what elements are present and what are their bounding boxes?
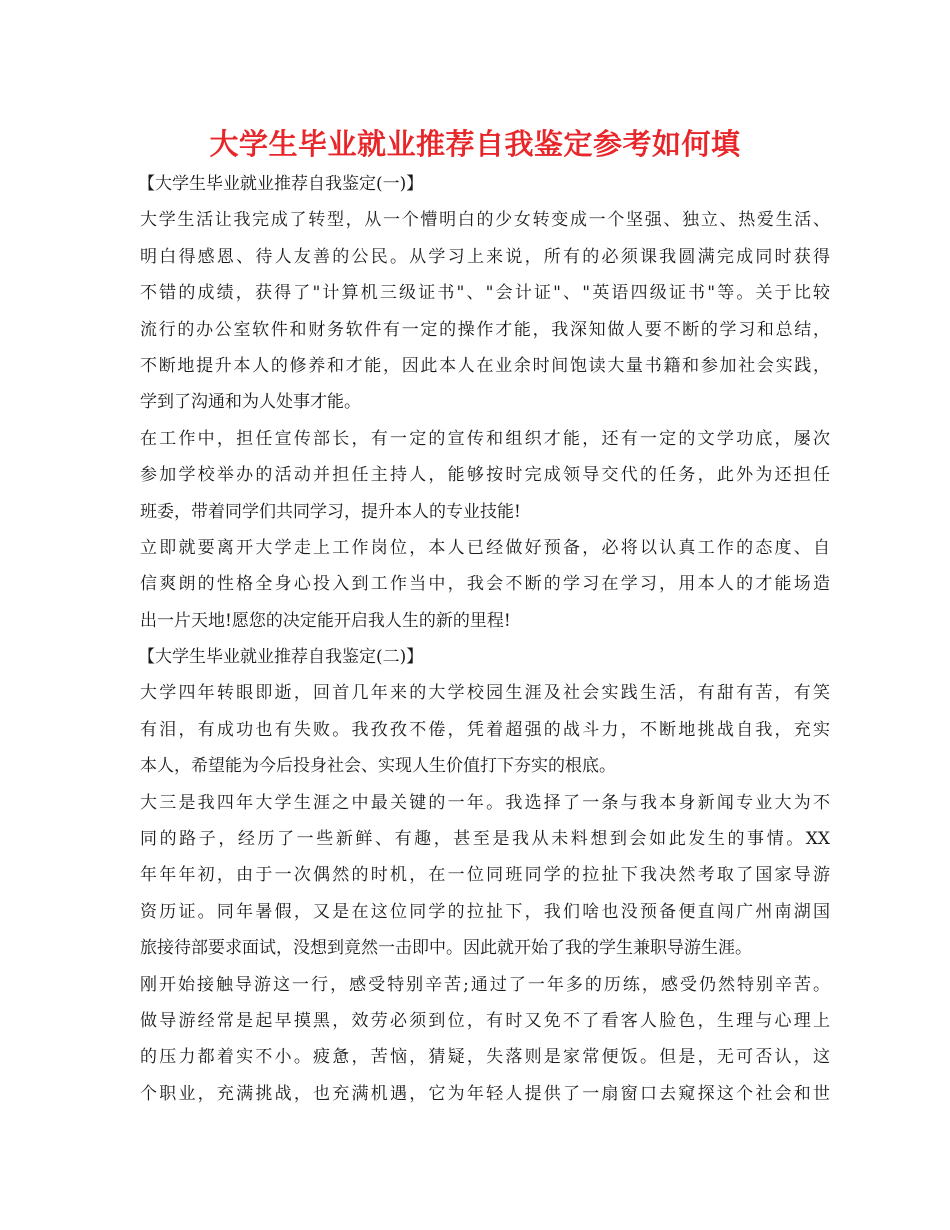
paragraph-line: 个职业，充满挑战，也充满机遇，它为年轻人提供了一扇窗口去窥探这个社会和世	[140, 1083, 830, 1104]
paragraph-line: 大学生活让我完成了转型，从一个懵明白的少女转变成一个坚强、独立、热爱生活、	[140, 210, 830, 231]
paragraph-line: 出一片天地!愿您的决定能开启我人生的新的里程!	[140, 610, 511, 631]
paragraph-line: 做导游经常是起早摸黑，效劳必须到位，有时又免不了看客人脸色，生理与心理上	[140, 1010, 830, 1031]
paragraph-line: 信爽朗的性格全身心投入到工作当中，我会不断的学习在学习，用本人的才能场造	[140, 574, 830, 595]
paragraph-line: 大学四年转眼即逝，回首几年来的大学校园生涯及社会实践生活，有甜有苦，有笑	[140, 683, 830, 704]
section-heading: 【大学生毕业就业推荐自我鉴定(一)】	[138, 174, 424, 194]
paragraph-line: 立即就要离开大学走上工作岗位，本人已经做好预备，必将以认真工作的态度、自	[140, 537, 830, 558]
paragraph-line: 不断地提升本人的修养和才能，因此本人在业余时间饱读大量书籍和参加社会实践，	[140, 355, 830, 376]
paragraph-line: 学到了沟通和为人处事才能。	[140, 392, 361, 413]
paragraph-line: 班委，带着同学们共同学习，提升本人的专业技能!	[140, 501, 521, 522]
document-title: 大学生毕业就业推荐自我鉴定参考如何填	[209, 127, 741, 161]
paragraph-line: 刚开始接触导游这一行，感受特别辛苦;通过了一年多的历练，感受仍然特别辛苦。	[140, 974, 830, 995]
paragraph-line: 不错的成绩，获得了"计算机三级证书"、"会计证"、"英语四级证书"等。关于比较	[140, 283, 830, 304]
paragraph-line: 流行的办公室软件和财务软件有一定的操作才能，我深知做人要不断的学习和总结，	[140, 319, 830, 340]
section-heading: 【大学生毕业就业推荐自我鉴定(二)】	[138, 647, 424, 668]
paragraph-line: 年年年初，由于一次偶然的时机，在一位同班同学的拉扯下我决然考取了国家导游	[140, 865, 830, 886]
paragraph-line: 明白得感恩、待人友善的公民。从学习上来说，所有的必须课我圆满完成同时获得	[140, 246, 830, 267]
document-body	[140, 166, 830, 1112]
paragraph-line: 参加学校举办的活动并担任主持人，能够按时完成领导交代的任务，此外为还担任	[140, 465, 830, 486]
paragraph-line: 大三是我四年大学生涯之中最关键的一年。我选择了一条与我本身新闻专业大为不	[140, 792, 830, 813]
paragraph-line: 在工作中，担任宣传部长，有一定的宣传和组织才能，还有一定的文学功底，屡次	[140, 428, 830, 449]
paragraph-line: 同的路子，经历了一些新鲜、有趣，甚至是我从未料想到会如此发生的事情。XX	[140, 829, 830, 850]
paragraph-line: 有泪，有成功也有失败。我孜孜不倦，凭着超强的战斗力，不断地挑战自我，充实	[140, 719, 830, 740]
paragraph-line: 旅接待部要求面试，没想到竟然一击即中。因此就开始了我的学生兼职导游生涯。	[140, 938, 752, 959]
paragraph-line: 本人，希望能为今后投身社会、实现人生价值打下夯实的根底。	[140, 756, 616, 777]
paragraph-line: 资历证。同年暑假，又是在这位同学的拉扯下，我们啥也没预备便直闯广州南湖国	[140, 901, 830, 922]
paragraph-line: 的压力都着实不小。疲惫，苦恼，猜疑，失落则是家常便饭。但是，无可否认，这	[140, 1047, 830, 1068]
